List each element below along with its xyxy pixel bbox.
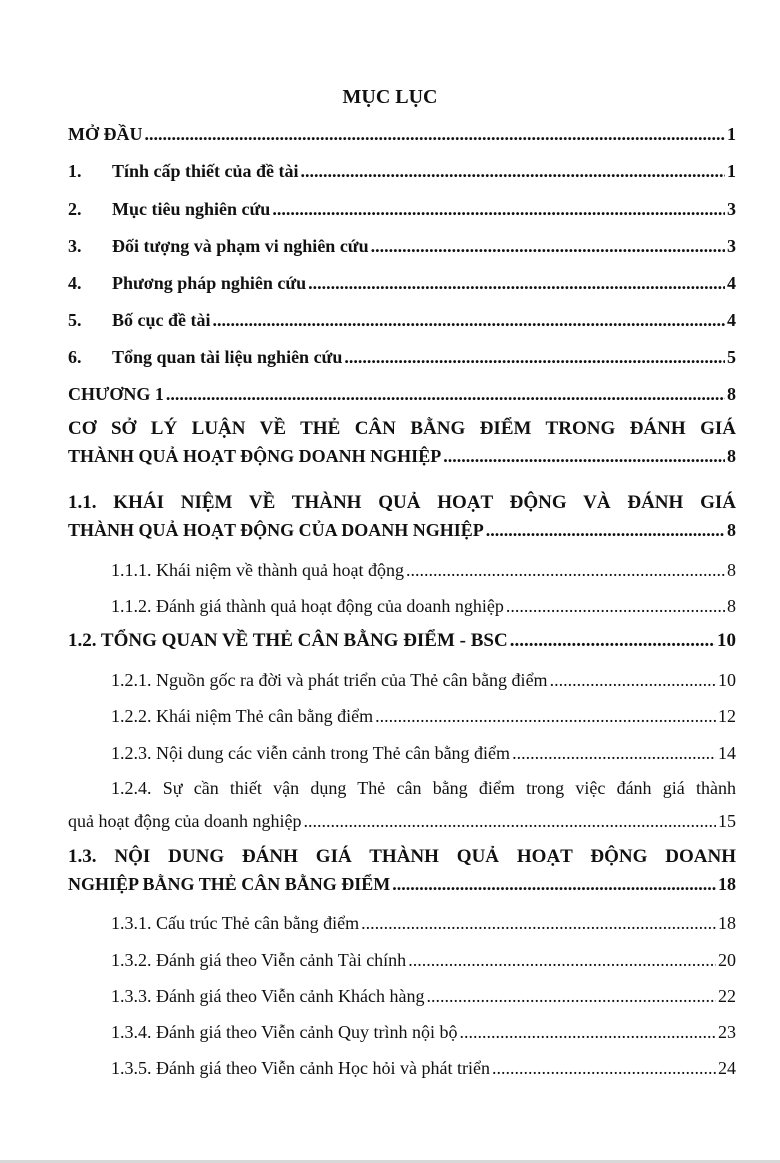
dot-leader: [392, 874, 716, 895]
toc-entry-1-2[interactable]: [68, 630, 736, 652]
dot-leader: [308, 273, 725, 294]
toc-entry-1-2-3[interactable]: [68, 743, 736, 764]
dot-leader: [272, 199, 725, 220]
toc-entry-1-1[interactable]: [68, 492, 736, 541]
toc-entry-text: Tính cấp thiết của đề tài: [112, 161, 299, 181]
toc-entry-text-line1: 1.3. NỘI DUNG ĐÁNH GIÁ THÀNH QUẢ HOẠT ĐỘNG DOANH: [68, 846, 736, 867]
toc-entry-text: 1.3.3. Đánh giá theo Viễn cảnh Khách hàng: [111, 986, 425, 1006]
toc-entry-page: 10: [717, 630, 736, 651]
toc-entry-text: Tổng quan tài liệu nghiên cứu: [112, 347, 343, 367]
toc-entry-text: CHƯƠNG 1: [68, 384, 164, 404]
dot-leader: [213, 310, 726, 331]
toc-entry-page: 8: [727, 446, 736, 466]
dot-leader: [375, 706, 716, 727]
toc-entry-page: 10: [718, 670, 736, 690]
toc-entry-text: 1.3.4. Đánh giá theo Viễn cảnh Quy trình nội bộ: [111, 1022, 458, 1042]
toc-entry-text: Phương pháp nghiên cứu: [112, 273, 307, 293]
dot-leader: [492, 1058, 716, 1079]
toc-entry-text: 1.3.1. Cấu trúc Thẻ cân bằng điểm: [111, 913, 360, 933]
toc-entry-text-line2: quả hoạt động của doanh nghiệp: [68, 811, 302, 831]
toc-entry-text: Mục tiêu nghiên cứu: [112, 199, 271, 219]
toc-entry-page: 4: [727, 273, 736, 293]
toc-entry-page: 4: [727, 310, 736, 330]
dot-leader: [361, 913, 716, 934]
toc-entry-text: 1.3.5. Đánh giá theo Viễn cảnh Học hỏi và phát triển: [111, 1058, 490, 1078]
toc-entry-text-line1: CƠ SỞ LÝ LUẬN VỀ THẺ CÂN BẰNG ĐIỂM TRONG ĐÁNH GIÁ: [68, 418, 736, 439]
toc-entry-text-line2: THÀNH QUẢ HOẠT ĐỘNG CỦA DOANH NGHIỆP: [68, 520, 484, 540]
toc-entry-number: 5.: [68, 310, 82, 330]
toc-entry-5[interactable]: [68, 310, 736, 331]
toc-entry-chapter-1[interactable]: [68, 384, 736, 405]
toc-entry-1-3-1[interactable]: [68, 913, 736, 934]
toc-entry-text: Bố cục đề tài: [112, 310, 211, 330]
dot-leader: [510, 630, 715, 652]
dot-leader: [145, 124, 726, 145]
toc-entry-text: 1.1.1. Khái niệm về thành quả hoạt động: [111, 560, 404, 580]
dot-leader: [301, 161, 725, 182]
toc-entry-number: 3.: [68, 236, 82, 256]
toc-entry-intro[interactable]: [68, 124, 736, 145]
toc-entry-page: 15: [718, 811, 736, 831]
dot-leader: [344, 347, 725, 368]
toc-entry-page: 24: [718, 1058, 736, 1078]
toc-entry-1-2-2[interactable]: [68, 706, 736, 727]
toc-entry-page: 12: [718, 706, 736, 726]
dot-leader: [512, 743, 716, 764]
toc-entry-text: 1.2. TỔNG QUAN VỀ THẺ CÂN BẰNG ĐIỂM - BSC: [68, 630, 508, 651]
toc-entry-1-2-1[interactable]: [68, 670, 736, 691]
toc-entry-page: 1: [727, 124, 736, 144]
toc-entry-number: 1.: [68, 161, 82, 181]
toc-entry-1-2-4[interactable]: [68, 778, 736, 832]
toc-entry-text: 1.2.3. Nội dung các viễn cảnh trong Thẻ cân bằng điểm: [111, 743, 511, 763]
dot-leader: [486, 520, 725, 541]
toc-entry-1-3-2[interactable]: [68, 950, 736, 971]
dot-leader: [427, 986, 717, 1007]
toc-entry-page: 8: [727, 560, 736, 580]
toc-entry-6[interactable]: [68, 347, 736, 368]
toc-entry-text-line2: THÀNH QUẢ HOẠT ĐỘNG DOANH NGHIỆP: [68, 446, 442, 466]
toc-entry-2[interactable]: [68, 199, 736, 220]
toc-entry-1-1-2[interactable]: [68, 596, 736, 617]
toc-entry-text: Đối tượng và phạm vi nghiên cứu: [112, 236, 369, 256]
toc-entry-page: 18: [718, 913, 736, 933]
toc-entry-page: 8: [727, 596, 736, 616]
dot-leader: [506, 596, 725, 617]
toc-entry-text: 1.3.2. Đánh giá theo Viễn cảnh Tài chính: [111, 950, 407, 970]
toc-entry-chapter-title[interactable]: [68, 418, 736, 467]
toc-entry-number: 4.: [68, 273, 82, 293]
toc-entry-page: 23: [718, 1022, 736, 1042]
toc-entry-number: 6.: [68, 347, 82, 367]
dot-leader: [550, 670, 716, 691]
toc-entry-page: 5: [727, 347, 736, 367]
dot-leader: [371, 236, 725, 257]
toc-entry-text-line2: NGHIỆP BẰNG THẺ CÂN BẰNG ĐIỂM: [68, 874, 391, 894]
dot-leader: [460, 1022, 716, 1043]
toc-entry-1-3-5[interactable]: [68, 1058, 736, 1079]
dot-leader: [443, 446, 725, 467]
toc-entry-page: 20: [718, 950, 736, 970]
toc-entry-text-line1: 1.2.4. Sự cần thiết vận dụng Thẻ cân bằng điểm trong việc đánh giá thành: [111, 778, 736, 798]
toc-entry-page: 8: [727, 520, 736, 540]
dot-leader: [408, 950, 716, 971]
toc-title: MỤC LỤC: [342, 86, 438, 108]
toc-entry-number: 2.: [68, 199, 82, 219]
toc-entry-page: 3: [727, 236, 736, 256]
toc-entry-1-1-1[interactable]: [68, 560, 736, 581]
toc-entry-page: 1: [727, 161, 736, 181]
toc-entry-text: 1.2.1. Nguồn gốc ra đời và phát triển của Thẻ cân bằng điểm: [111, 670, 548, 690]
toc-entry-3[interactable]: [68, 236, 736, 257]
dot-leader: [406, 560, 725, 581]
toc-entry-page: 3: [727, 199, 736, 219]
toc-entry-page: 18: [718, 874, 736, 894]
toc-entry-page: 22: [718, 986, 736, 1006]
toc-entry-1-3-3[interactable]: [68, 986, 736, 1007]
toc-entry-text: 1.2.2. Khái niệm Thẻ cân bằng điểm: [111, 706, 374, 726]
toc-entry-1-3-4[interactable]: [68, 1022, 736, 1043]
toc-entry-text: 1.1.2. Đánh giá thành quả hoạt động của doanh nghiệp: [111, 596, 504, 616]
dot-leader: [166, 384, 725, 405]
toc-entry-page: 8: [727, 384, 736, 404]
toc-entry-page: 14: [718, 743, 736, 763]
toc-entry-text-line1: 1.1. KHÁI NIỆM VỀ THÀNH QUẢ HOẠT ĐỘNG VÀ ĐÁNH GIÁ: [68, 492, 736, 513]
toc-entry-text: MỞ ĐẦU: [68, 124, 143, 144]
toc-entry-1-3[interactable]: [68, 846, 736, 895]
toc-entry-1[interactable]: [68, 161, 736, 182]
toc-entry-4[interactable]: [68, 273, 736, 294]
dot-leader: [303, 811, 716, 832]
